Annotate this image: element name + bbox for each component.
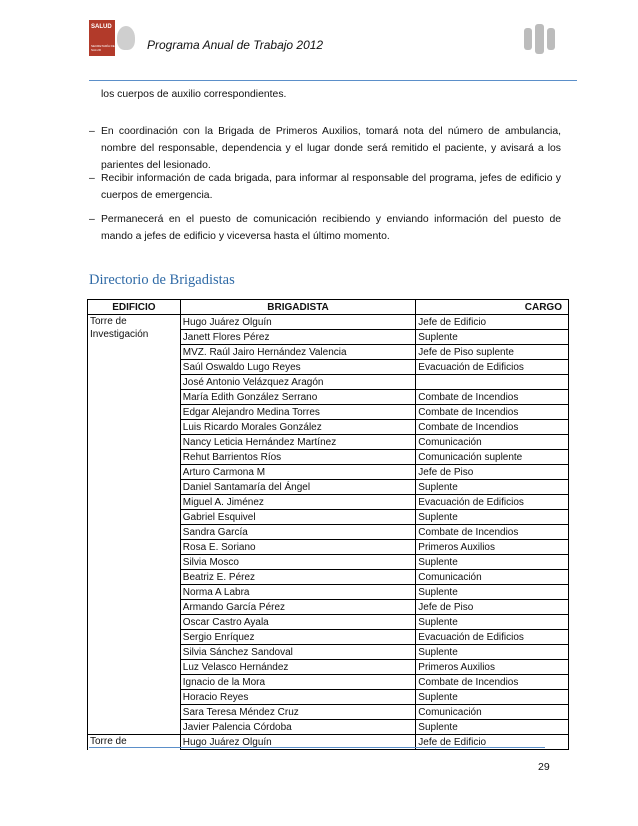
brigadista-cell: Silvia Sánchez Sandoval — [180, 645, 416, 660]
cargo-cell: Evacuación de Edificios — [416, 495, 569, 510]
cargo-cell: Suplente — [416, 690, 569, 705]
brigadista-cell: Edgar Alejandro Medina Torres — [180, 405, 416, 420]
header-title: Programa Anual de Trabajo 2012 — [147, 38, 324, 52]
brigadista-cell: Rosa E. Soriano — [180, 540, 416, 555]
page-number: 29 — [538, 761, 550, 773]
cargo-cell: Suplente — [416, 645, 569, 660]
brigadista-cell: Sara Teresa Méndez Cruz — [180, 705, 416, 720]
table-body — [88, 315, 569, 750]
brigadista-cell: Luz Velasco Hernández — [180, 660, 416, 675]
cargo-cell: Comunicación suplente — [416, 450, 569, 465]
brigadista-cell: Nancy Leticia Hernández Martínez — [180, 435, 416, 450]
brigadista-cell: Hugo Juárez Olguín — [180, 315, 416, 330]
paragraph-3 — [89, 211, 561, 245]
paragraph-text: En coordinación con la Brigada de Primeros Auxilios, tomará nota del número de ambulancia, nombre del responsable, dependencia y el lugar donde será remitido el paciente, y avisará a los parientes del lesionado. — [101, 126, 561, 171]
brigadista-cell: Arturo Carmona M — [180, 465, 416, 480]
brigadista-cell: Hugo Juárez Olguín — [180, 735, 416, 750]
brigadista-cell: Luis Ricardo Morales González — [180, 420, 416, 435]
brigadista-cell: Norma A Labra — [180, 585, 416, 600]
paragraph-1 — [89, 123, 561, 174]
cargo-cell: Suplente — [416, 330, 569, 345]
cargo-cell: Comunicación — [416, 570, 569, 585]
cargo-cell: Jefe de Edificio — [416, 735, 569, 750]
brigadista-cell: Rehut Barrientos Ríos — [180, 450, 416, 465]
cargo-cell: Combate de Incendios — [416, 405, 569, 420]
brigadista-cell: Ignacio de la Mora — [180, 675, 416, 690]
cargo-cell: Jefe de Piso suplente — [416, 345, 569, 360]
header-rule — [89, 80, 577, 81]
edificio-cell: Torre de Investigación — [88, 315, 181, 735]
table-header-row — [88, 300, 569, 315]
cargo-cell: Primeros Auxilios — [416, 540, 569, 555]
salud-logo-subtext: SECRETARÍA DE SALUD — [91, 44, 115, 52]
brigadista-cell: MVZ. Raúl Jairo Hernández Valencia — [180, 345, 416, 360]
paragraph-text: Permanecerá en el puesto de comunicación recibiendo y enviando información del puesto de mando a jefes de edificio y viceversa hasta el último momento. — [101, 214, 561, 242]
cargo-cell: Evacuación de Edificios — [416, 630, 569, 645]
cargo-cell: Comunicación — [416, 435, 569, 450]
header-brigadista: BRIGADISTA — [180, 300, 416, 315]
cargo-cell: Suplente — [416, 615, 569, 630]
brigadista-cell: Horacio Reyes — [180, 690, 416, 705]
cargo-cell: Jefe de Piso — [416, 600, 569, 615]
salud-logo-text: SALUD — [91, 24, 112, 30]
brigadista-cell: Janett Flores Pérez — [180, 330, 416, 345]
cargo-cell: Suplente — [416, 585, 569, 600]
paragraph-text: Recibir información de cada brigada, para informar al responsable del programa, jefes de edificio y cuerpos de emergencia. — [101, 173, 561, 201]
brigadistas-table — [87, 299, 569, 750]
cargo-cell: Combate de Incendios — [416, 675, 569, 690]
brigadista-cell: Sergio Enríquez — [180, 630, 416, 645]
brigadista-cell: María Edith González Serrano — [180, 390, 416, 405]
table-row — [88, 315, 569, 330]
cargo-cell — [416, 375, 569, 390]
cargo-cell: Suplente — [416, 555, 569, 570]
bullet-dash: – — [89, 126, 95, 137]
cargo-cell: Primeros Auxilios — [416, 660, 569, 675]
brigadista-cell: Silvia Mosco — [180, 555, 416, 570]
footer-rule — [89, 747, 545, 748]
brigadista-cell: Gabriel Esquivel — [180, 510, 416, 525]
brigadista-cell: Miguel A. Jiménez — [180, 495, 416, 510]
paragraph-2 — [89, 170, 561, 204]
bullet-dash: – — [89, 214, 95, 225]
brigadista-cell: Sandra García — [180, 525, 416, 540]
brigadista-cell: Oscar Castro Ayala — [180, 615, 416, 630]
cargo-cell: Suplente — [416, 720, 569, 735]
brigadista-cell: Daniel Santamaría del Ángel — [180, 480, 416, 495]
cargo-cell: Suplente — [416, 510, 569, 525]
cargo-cell: Jefe de Edificio — [416, 315, 569, 330]
brigadista-cell: Javier Palencia Córdoba — [180, 720, 416, 735]
brigadista-cell: Armando García Pérez — [180, 600, 416, 615]
bullet-dash: – — [89, 173, 95, 184]
brigadista-cell: José Antonio Velázquez Aragón — [180, 375, 416, 390]
cargo-cell: Combate de Incendios — [416, 390, 569, 405]
cargo-cell: Combate de Incendios — [416, 525, 569, 540]
cargo-cell: Evacuación de Edificios — [416, 360, 569, 375]
header-edificio: EDIFICIO — [88, 300, 181, 315]
cargo-cell: Comunicación — [416, 705, 569, 720]
paragraph-0 — [89, 86, 561, 103]
cargo-cell: Combate de Incendios — [416, 420, 569, 435]
cargo-cell: Jefe de Piso — [416, 465, 569, 480]
institution-logo-icon — [522, 24, 558, 54]
header-cargo: CARGO — [416, 300, 569, 315]
cargo-cell: Suplente — [416, 480, 569, 495]
paragraph-text: los cuerpos de auxilio correspondientes. — [101, 89, 287, 100]
section-title: Directorio de Brigadistas — [89, 272, 235, 288]
brigadista-cell: Beatriz E. Pérez — [180, 570, 416, 585]
brigadista-cell: Saúl Oswaldo Lugo Reyes — [180, 360, 416, 375]
salud-logo — [89, 20, 139, 56]
edificio-cell: Torre de — [88, 735, 181, 750]
national-seal-icon — [117, 26, 135, 50]
